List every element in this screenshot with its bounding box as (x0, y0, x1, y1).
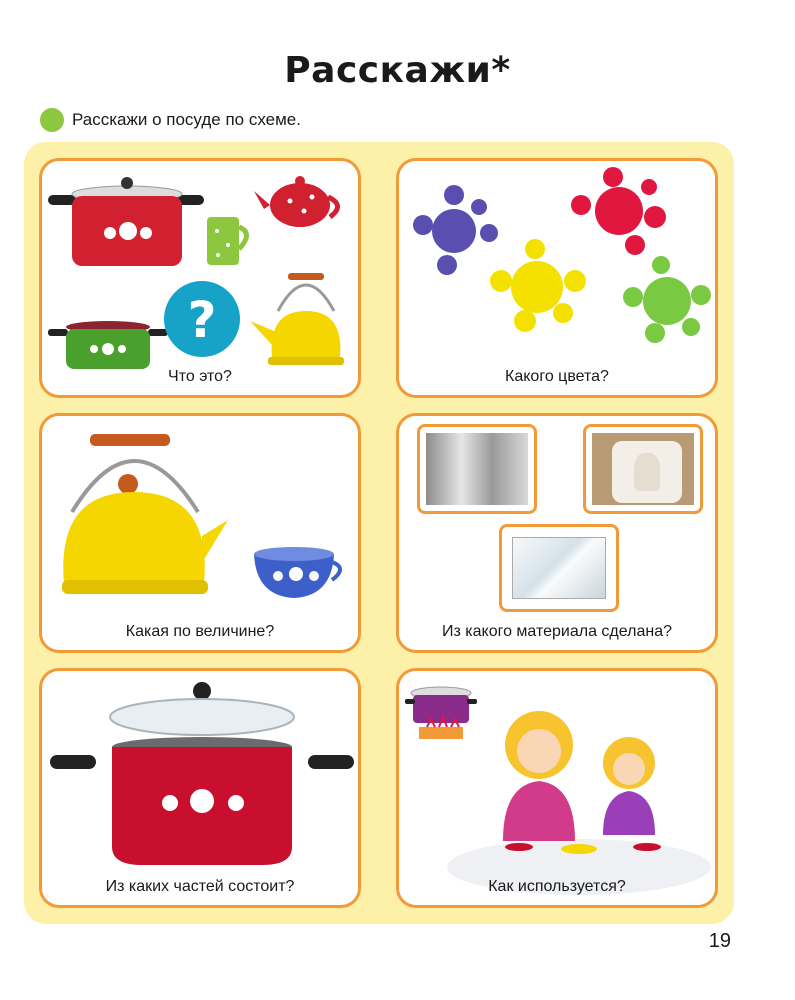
svg-text:?: ? (187, 291, 217, 349)
purple-splash-icon (413, 185, 498, 275)
card-caption: Какая по величине? (125, 623, 275, 640)
mother-daughter-tea-icon (447, 711, 711, 895)
big-yellow-kettle-icon (62, 434, 228, 594)
green-pot-icon (48, 321, 168, 369)
card-illustration (42, 416, 361, 653)
page-title: Расскажи* (284, 50, 511, 91)
pot-with-lid-icon (50, 682, 354, 865)
stove-pot-icon (405, 687, 477, 739)
card-illustration (42, 671, 361, 908)
metal-sample-icon (417, 424, 537, 514)
yellow-splash-icon (490, 239, 586, 332)
card-usage (396, 668, 718, 908)
small-blue-cup-icon (254, 547, 340, 598)
card-illustration (399, 671, 718, 908)
card-caption: Из какого материала сделана? (441, 623, 672, 640)
card-caption: Что это? (168, 368, 232, 385)
glass-sample-icon (499, 524, 619, 612)
page-number: 19 (708, 930, 731, 952)
card-caption: Как используется? (488, 878, 626, 895)
red-teapot-icon (254, 176, 338, 227)
green-bullet-icon (40, 108, 64, 132)
card-material (396, 413, 718, 653)
ceramic-sample-icon (583, 424, 703, 514)
card-parts (39, 668, 361, 908)
card-what-size (39, 413, 361, 653)
activity-board (24, 142, 734, 924)
card-what-is-it (39, 158, 361, 398)
question-mark-icon (164, 281, 240, 357)
red-splash-icon (571, 167, 666, 255)
card-what-color (396, 158, 718, 398)
card-caption: Какого цвета? (505, 368, 609, 385)
instruction-text: Расскажи о посуде по схеме. (72, 110, 301, 129)
red-pot-icon (48, 177, 204, 266)
card-caption: Из каких частей состоит? (105, 878, 295, 895)
green-splash-icon (623, 256, 711, 343)
card-illustration (399, 161, 718, 398)
green-mug-icon (207, 217, 247, 265)
instruction (40, 108, 301, 132)
yellow-kettle-icon (250, 273, 344, 365)
card-illustration (42, 161, 361, 398)
